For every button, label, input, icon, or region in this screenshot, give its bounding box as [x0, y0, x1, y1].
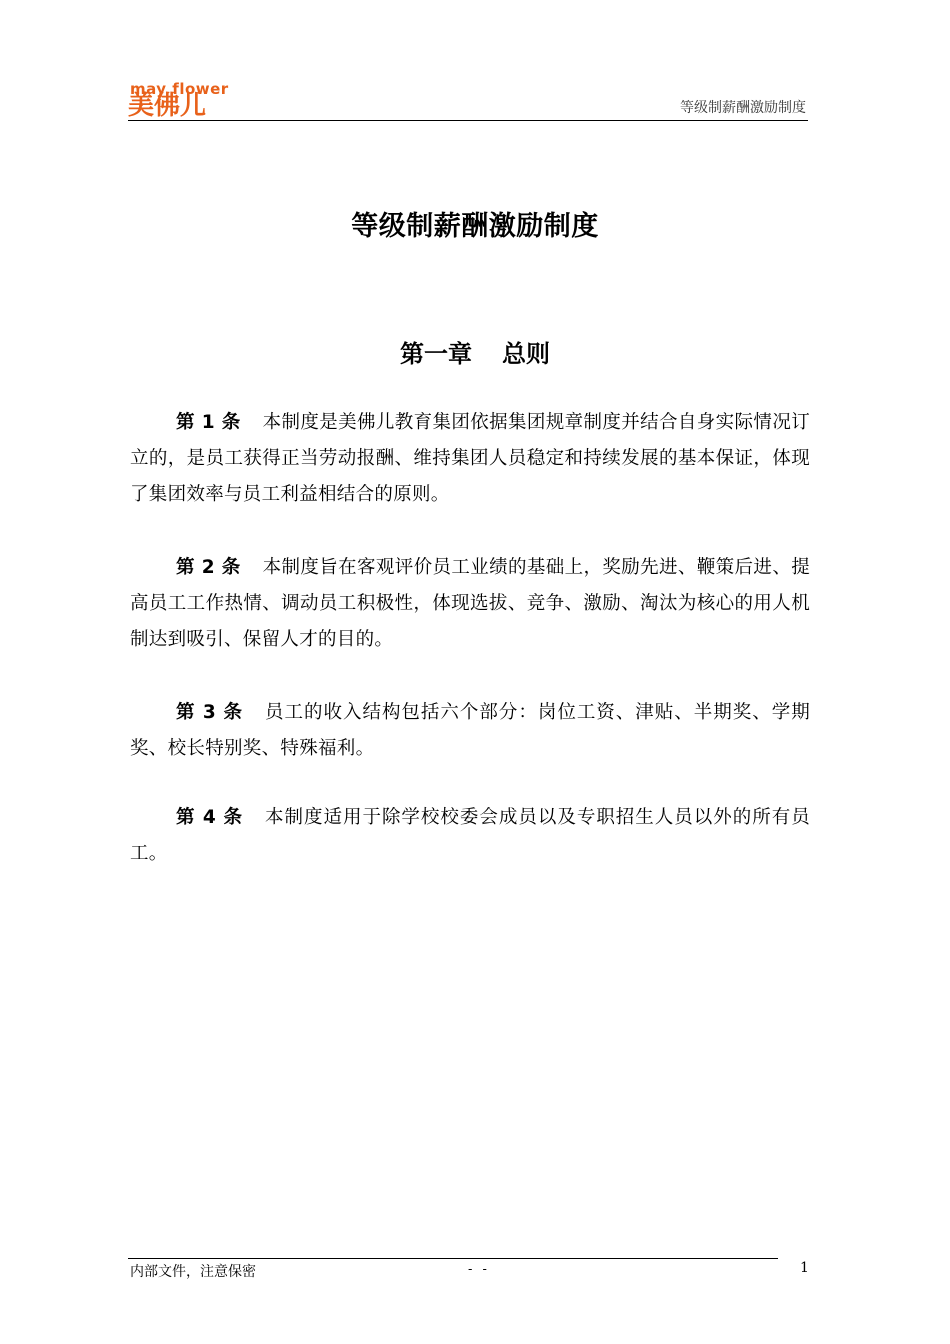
logo-english-text: may flower — [130, 80, 229, 98]
article-label: 第 3 条 — [176, 702, 244, 723]
article-label: 第 4 条 — [176, 807, 244, 828]
article-2 — [130, 550, 810, 658]
footer-confidential-note: 内部文件，注意保密 — [130, 1264, 256, 1280]
article-text: 本制度适用于除学校校委会成员以及专职招生人员以外的所有员工。 — [130, 807, 810, 864]
article-text: 员工的收入结构包括六个部分：岗位工资、津贴、半期奖、学期奖、校长特别奖、特殊福利。 — [130, 702, 810, 759]
footer-divider — [128, 1258, 778, 1259]
chapter-name: 总则 — [502, 340, 550, 368]
document-title: 等级制薪酬激励制度 — [351, 211, 599, 242]
article-3 — [130, 695, 810, 767]
logo-chinese-text: 美佛儿 — [128, 91, 207, 121]
article-4 — [130, 800, 810, 872]
chapter-number: 第一章 — [400, 340, 472, 368]
page-number: 1 — [800, 1260, 809, 1276]
article-label: 第 2 条 — [176, 557, 241, 578]
chapter-heading — [0, 334, 950, 369]
article-label: 第 1 条 — [176, 412, 241, 433]
page-header — [128, 80, 808, 121]
article-1 — [130, 405, 810, 513]
article-text: 本制度是美佛儿教育集团依据集团规章制度并结合自身实际情况订立的，是员工获得正当劳动报酬、维持集团人员稳定和持续发展的基本保证，体现了集团效率与员工利益相结合的原则。 — [130, 412, 810, 505]
footer-center-mark: - - — [468, 1262, 490, 1277]
mayflower-logo — [128, 80, 273, 121]
article-text: 本制度旨在客观评价员工业绩的基础上，奖励先进、鞭策后进、提高员工工作热情、调动员工积极性，体现选拔、竞争、激励、淘汰为核心的用人机制达到吸引、保留人才的目的。 — [130, 557, 810, 650]
header-document-title: 等级制薪酬激励制度 — [680, 100, 806, 116]
